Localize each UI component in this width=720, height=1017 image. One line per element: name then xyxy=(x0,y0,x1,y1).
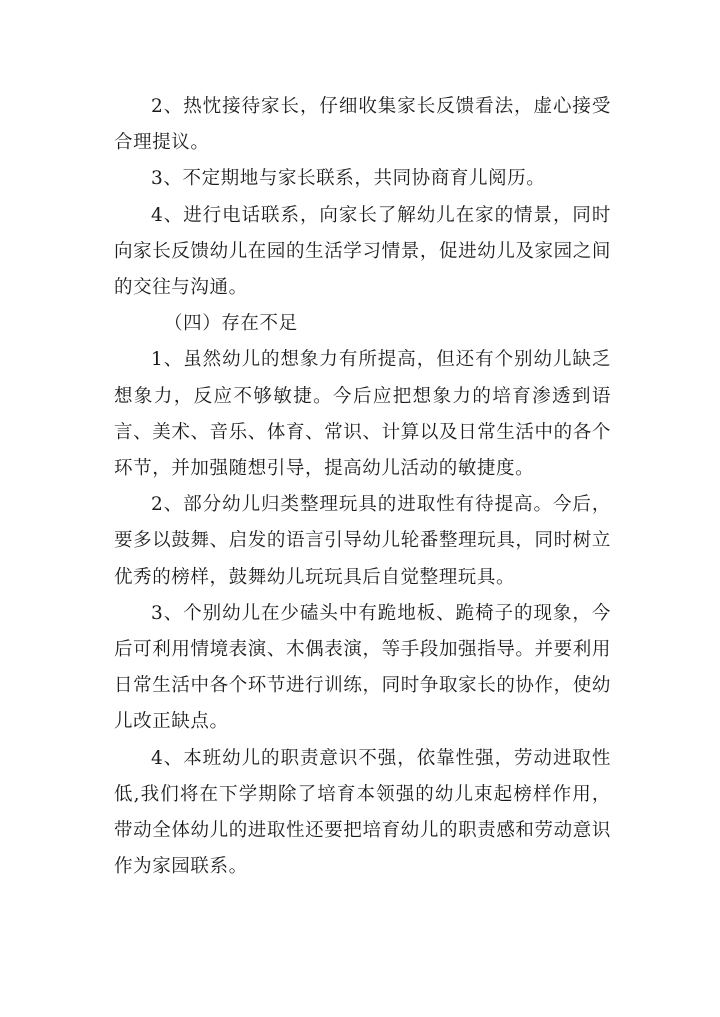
section-heading: （四）存在不足 xyxy=(164,313,298,335)
paragraph-item-4: 4、进行电话联系，向家长了解幼儿在家的情景，同时向家长反馈幼儿在园的生活学习情景，促进幼儿及家园之间的交往与沟通。 xyxy=(114,204,611,299)
document-body xyxy=(114,89,611,885)
shortcoming-item-2: 2、部分幼儿归类整理玩具的进取性有待提高。今后，要多以鼓舞、启发的语言引导幼儿轮番整理玩具，同时树立优秀的榜样，鼓舞幼儿玩玩具后自觉整理玩具。 xyxy=(114,494,611,588)
shortcoming-item-4: 4、本班幼儿的职责意识不强，依靠性强，劳动进取性低,我们将在下学期除了培育本领强的幼儿束起榜样作用，带动全体幼儿的进取性还要把培育幼儿的职责感和劳动意识作为家园联系。 xyxy=(114,747,611,878)
paragraph-item-3: 3、不定期地与家长联系，共同协商育儿阅历。 xyxy=(151,168,546,190)
paragraph-item-2: 2、热忱接待家长，仔细收集家长反馈看法，虚心接受合理提议。 xyxy=(114,96,611,154)
shortcoming-item-3: 3、个别幼儿在少磕头中有跪地板、跪椅子的现象，今后可利用情境表演、木偶表演，等手段加强指导。并要利用日常生活中各个环节进行训练，同时争取家长的协作，使幼儿改正缺点。 xyxy=(114,602,611,733)
shortcoming-item-1: 1、虽然幼儿的想象力有所提高，但还有个别幼儿缺乏想象力，反应不够敏捷。今后应把想象力的培育渗透到语言、美术、音乐、体育、常识、计算以及日常生活中的各个环节，并加强随想引导，提高幼儿活动的敏捷度。 xyxy=(114,349,611,480)
